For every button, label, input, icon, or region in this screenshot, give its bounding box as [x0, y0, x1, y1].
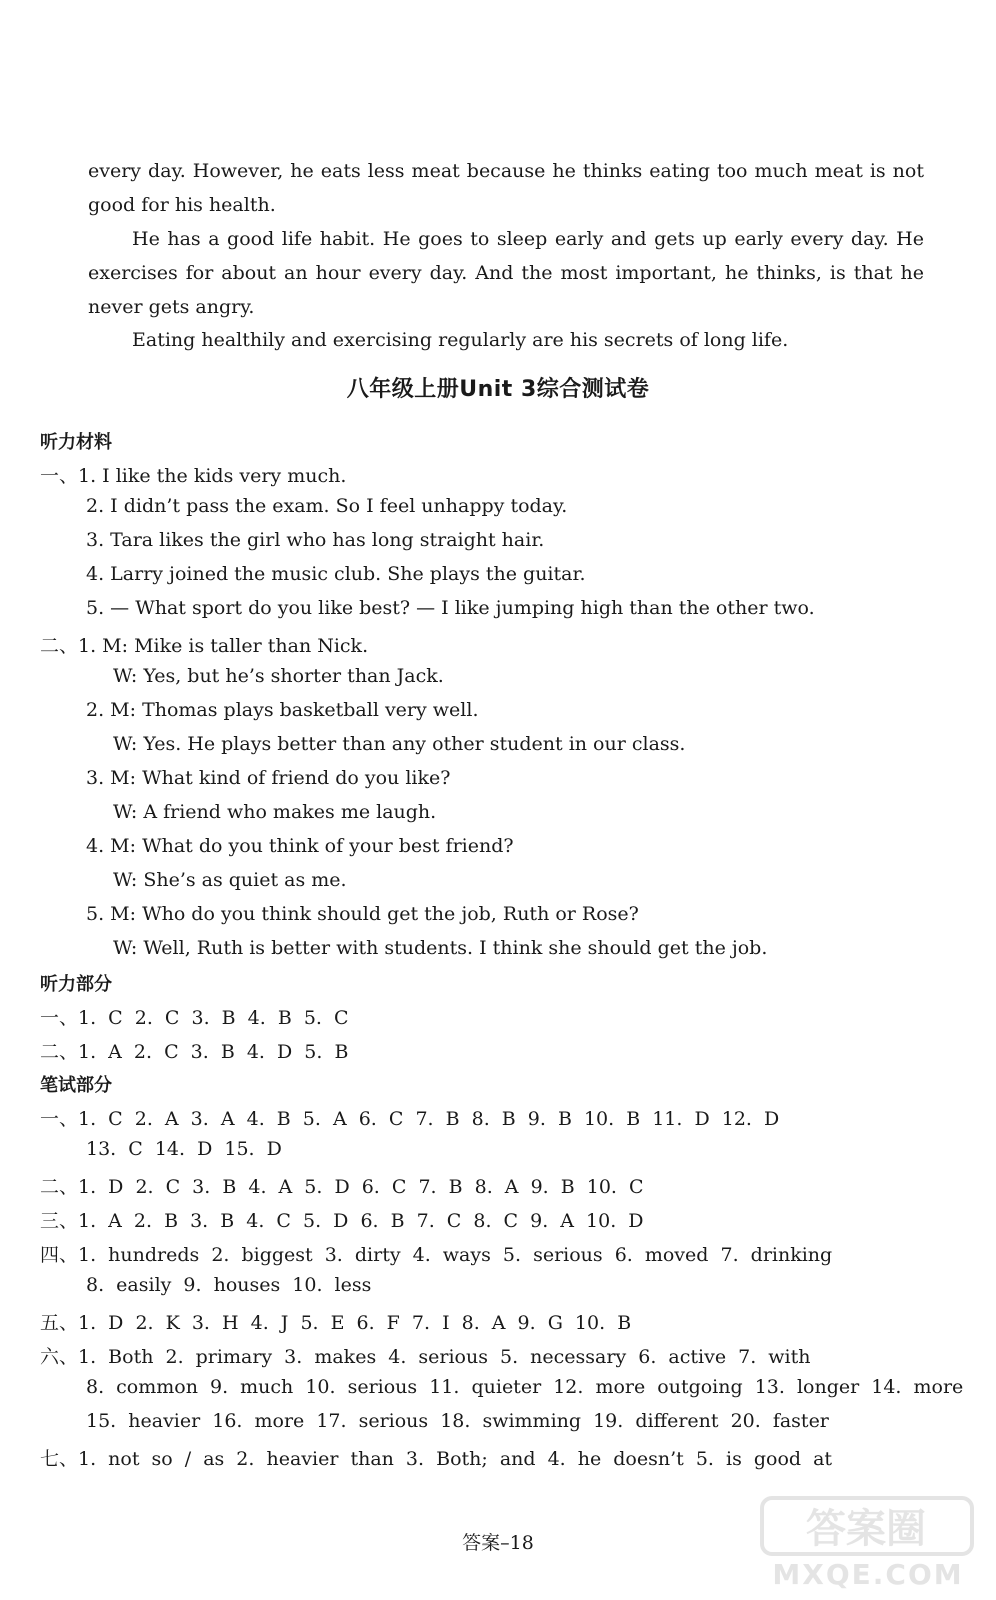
- answer-line: 8. common 9. much 10. serious 11. quieter 12. more outgoing 13. longer 14. more: [86, 1376, 964, 1398]
- answer-line: 二、1. A 2. C 3. B 4. D 5. B: [40, 1041, 349, 1063]
- answer-line: 一、1. C 2. A 3. A 4. B 5. A 6. C 7. B 8. B 9. B 10. B 11. D 12. D: [40, 1108, 780, 1130]
- listening-material-line: 一、1. I like the kids very much.: [40, 465, 347, 487]
- listening-material-line: 2. I didn’t pass the exam. So I feel unhappy today.: [86, 495, 568, 517]
- listening-material-line: 二、1. M: Mike is taller than Nick.: [40, 635, 369, 657]
- listening-material-line: W: Yes, but he’s shorter than Jack.: [113, 665, 444, 687]
- answer-line: 13. C 14. D 15. D: [86, 1138, 282, 1160]
- listening-answers-heading: 听力部分: [40, 974, 112, 995]
- listening-material-line: 3. Tara likes the girl who has long straight hair.: [86, 529, 545, 551]
- listening-material-line: W: She’s as quiet as me.: [113, 869, 347, 891]
- answer-line: 三、1. A 2. B 3. B 4. C 5. D 6. B 7. C 8. C 9. A 10. D: [40, 1210, 644, 1232]
- listening-material-heading: 听力材料: [40, 432, 112, 453]
- watermark-url: MXQE.COM: [772, 1558, 964, 1590]
- listening-material-line: 4. M: What do you think of your best friend?: [86, 835, 514, 857]
- listening-material-line: 2. M: Thomas plays basketball very well.: [86, 699, 479, 721]
- answer-line: 五、1. D 2. K 3. H 4. J 5. E 6. F 7. I 8. A 9. G 10. B: [40, 1312, 632, 1334]
- listening-material-line: W: Well, Ruth is better with students. I think she should get the job.: [113, 937, 768, 959]
- passage-paragraph-3: Eating healthily and exercising regularly are his secrets of long life.: [132, 329, 789, 351]
- written-answers-heading: 笔试部分: [40, 1075, 112, 1096]
- test-title: 八年级上册Unit 3综合测试卷: [346, 377, 650, 402]
- listening-material-line: 5. — What sport do you like best? — I like jumping high than the other two.: [86, 597, 815, 619]
- listening-material-line: W: Yes. He plays better than any other student in our class.: [113, 733, 686, 755]
- passage-paragraph-1: every day. However, he eats less meat because he thinks eating too much meat is not good for his health.: [88, 160, 924, 216]
- answer-line: 8. easily 9. houses 10. less: [86, 1274, 372, 1296]
- answer-line: 四、1. hundreds 2. biggest 3. dirty 4. ways 5. serious 6. moved 7. drinking: [40, 1244, 833, 1266]
- answer-line: 一、1. C 2. C 3. B 4. B 5. C: [40, 1007, 349, 1029]
- answer-line: 六、1. Both 2. primary 3. makes 4. serious 5. necessary 6. active 7. with: [40, 1346, 811, 1368]
- answer-line: 七、1. not so / as 2. heavier than 3. Both; and 4. he doesn’t 5. is good at: [40, 1448, 833, 1470]
- listening-material-line: 4. Larry joined the music club. She plays the guitar.: [86, 563, 586, 585]
- answer-line: 二、1. D 2. C 3. B 4. A 5. D 6. C 7. B 8. A 9. B 10. C: [40, 1176, 644, 1198]
- passage-paragraph-2: He has a good life habit. He goes to sleep early and gets up early every day. He exercises for about an hour every day. And the most important, he thinks, is that he never gets angry.: [88, 228, 924, 318]
- page-number: 答案–18: [462, 1532, 534, 1554]
- listening-material-line: W: A friend who makes me laugh.: [113, 801, 437, 823]
- listening-material-line: 3. M: What kind of friend do you like?: [86, 767, 451, 789]
- answer-line: 15. heavier 16. more 17. serious 18. swimming 19. different 20. faster: [86, 1410, 829, 1432]
- listening-material-line: 5. M: Who do you think should get the job, Ruth or Rose?: [86, 903, 639, 925]
- watermark-logo-text: 答案圈: [806, 1506, 926, 1552]
- watermark-logo: [756, 1490, 986, 1590]
